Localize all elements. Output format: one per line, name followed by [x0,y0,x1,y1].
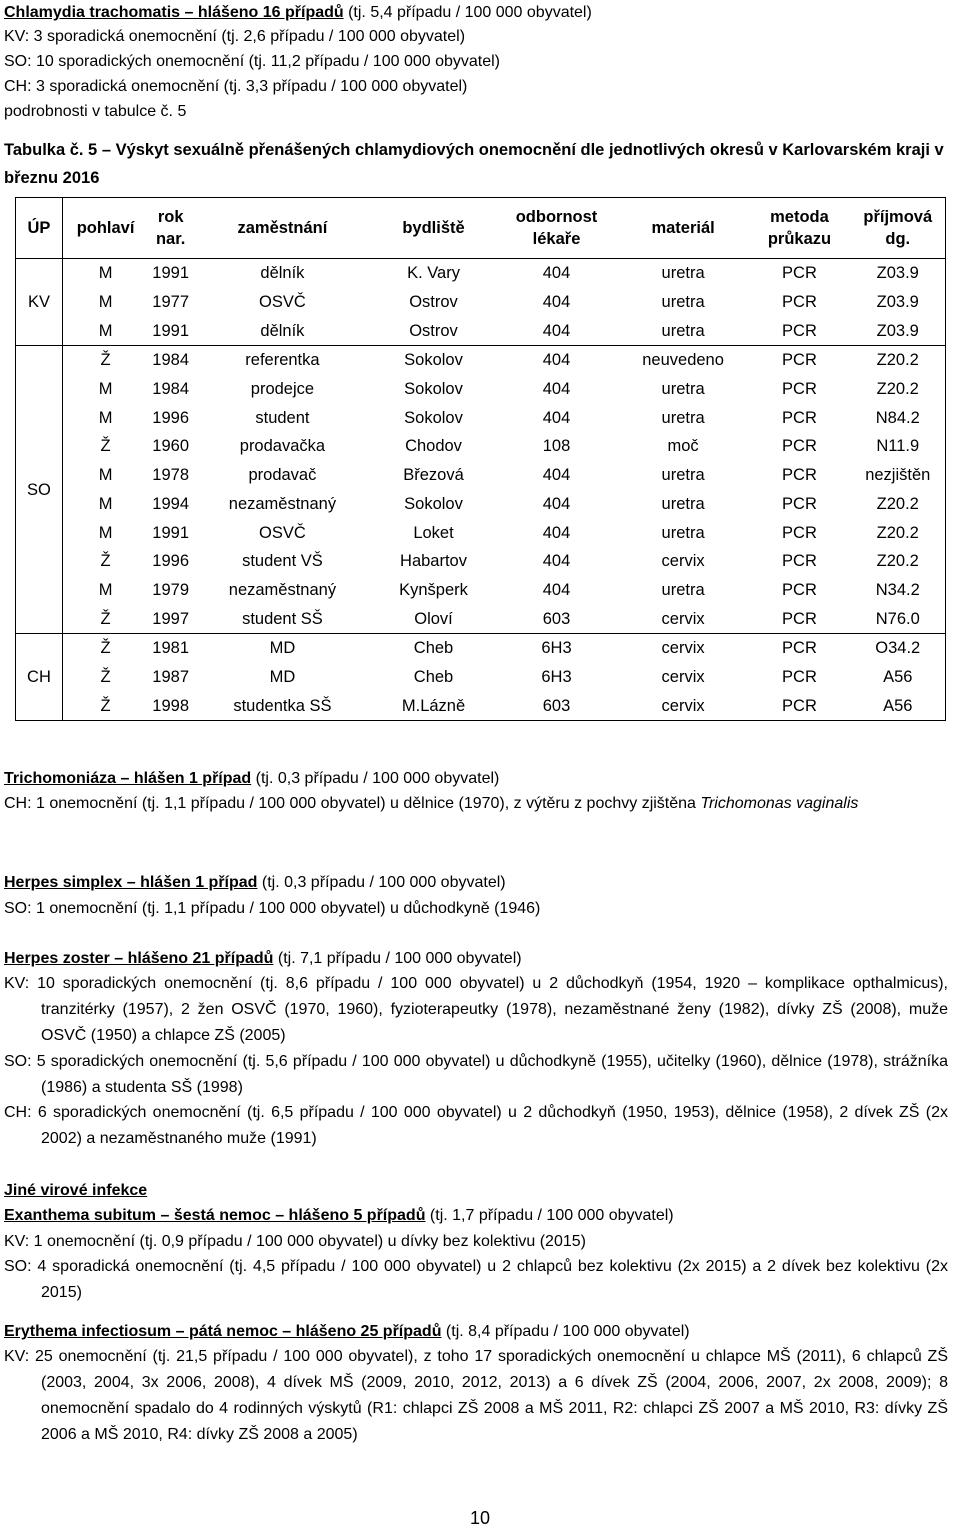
hzoster-kv: KV: 10 sporadických onemocnění (tj. 8,6 případu / 100 000 obyvatel) u 2 důchodkyň (1954, 1920 – komplikace opthalmicus), tranzitérky (1957), 2 žen OSVČ (1970, 1960), fyzioterapeutky (1978), nezaměstnané ženy (1982), dívky ZŠ (2008), muže OSVČ (1950) a chlapce ZŠ (2005) [4,975,948,1044]
cell-odbornost: 404 [542,494,571,513]
cell-bydliste: Cheb [413,667,454,686]
cell-odbornost: 6H3 [541,667,572,686]
cell-zamestnani: student VŠ [242,552,323,571]
cell-material: cervix [661,667,705,686]
cell-zamestnani: prodavačka [239,437,326,456]
erythema-heading: Erythema infectiosum – pátá nemoc – hlášeno 25 případů [4,1323,442,1340]
table-row [16,576,946,605]
cell-dg: N11.9 [876,437,920,456]
exanthema-heading-rate: (tj. 1,7 případu / 100 000 obyvatel) [425,1207,674,1224]
cell-dg: O34.2 [875,639,921,658]
cell-material: cervix [661,609,705,628]
cell-pohlavi: Ž [100,667,111,686]
cell-dg: N34.2 [875,580,920,599]
cell-odbornost: 603 [542,609,571,628]
exanthema-kv: KV: 1 onemocnění (tj. 0,9 případu / 100 000 obyvatel) u dívky bez kolektivu (2015) [4,1233,586,1250]
cell-material: neuvedeno [642,351,724,370]
chlamydia-table [15,197,946,721]
table-row [16,432,946,461]
cell-dg: Z20.2 [876,552,919,571]
cell-pohlavi: Ž [100,639,111,658]
cell-bydliste: K. Vary [407,264,460,283]
cell-zamestnani: student [255,408,310,427]
cell-metoda: PCR [782,552,817,571]
header-odbornost: odbornost lékaře [515,208,598,248]
cell-zamestnani: OSVČ [259,523,306,542]
cell-metoda: PCR [782,408,817,427]
cell-rok: 1978 [152,466,190,485]
erythema-kv: KV: 25 onemocnění (tj. 21,5 případu / 100 000 obyvatel), z toho 17 sporadických onemocnění u chlapce MŠ (2011), 6 chlapců ZŠ (2003, 2004, 3x 2006, 2008), 4 dívek MŠ (2009, 2010, 2012, 2013) a 6 dívek ZŠ (2004, 2006, 2007, 2x 2008, 2009); 8 onemocnění spadalo do 4 rodinných výskytů (R1: chlapci ZŠ 2008 a MŠ 2011, R2: chlapci ZŠ 2007 a MŠ 2010, R3: dívky ZŠ 2006 a MŠ 2010, R4: dívky ZŠ 2008 a 2005) [4,1348,948,1443]
cell-material: uretra [661,264,705,283]
chlamydia-heading-line [4,0,592,25]
cell-zamestnani: MD [269,639,296,658]
trich-heading: Trichomoniáza – hlášen 1 případ [4,770,252,787]
cell-rok: 1981 [152,639,190,658]
cell-rok: 1994 [152,494,190,513]
cell-rok: 1997 [152,609,190,628]
table-row [16,259,946,288]
header-zamestnani: zaměstnání [237,219,328,237]
table-caption: Tabulka č. 5 – Výskyt sexuálně přenášených chlamydiových onemocnění dle jednotlivých okresů v Karlovarském kraji v březnu 2016 [4,141,944,187]
cell-odbornost: 404 [542,408,571,427]
cell-rok: 1977 [152,293,190,312]
trich-heading-line [4,766,499,791]
cell-metoda: PCR [782,264,817,283]
cell-metoda: PCR [782,494,817,513]
table-header-row [16,198,946,259]
table-row [16,346,946,375]
table-row [16,316,946,345]
cell-rok: 1996 [152,408,190,427]
header-pohlavi: pohlaví [76,219,135,237]
hzoster-ch: CH: 6 sporadických onemocnění (tj. 6,5 případu / 100 000 obyvatel) u 2 důchodkyň (1950, 1953), dělnice (1958), 2 dívek ZŠ (2x 2002) a nezaměstnaného muže (1991) [4,1104,948,1147]
cell-dg: A56 [883,667,913,686]
header-rok: rok nar. [155,208,186,248]
cell-zamestnani: student SŠ [242,609,323,628]
header-up: ÚP [16,198,63,259]
other-viral-heading-line [4,1178,147,1203]
cell-odbornost: 404 [542,466,571,485]
cell-metoda: PCR [782,667,817,686]
cell-rok: 1979 [152,580,190,599]
hsimplex-heading: Herpes simplex – hlášen 1 případ [4,874,258,891]
header-metoda: metoda průkazu [767,208,832,248]
cell-odbornost: 404 [542,523,571,542]
header-dg: příjmová dg. [863,208,933,248]
cell-material: uretra [661,321,705,340]
cell-pohlavi: Ž [100,437,111,456]
cell-odbornost: 404 [542,351,571,370]
cell-pohlavi: M [98,293,113,312]
chlamydia-heading-rate: (tj. 5,4 případu / 100 000 obyvatel) [343,4,592,21]
cell-pohlavi: M [98,408,113,427]
chlamydia-ch: CH: 3 sporadická onemocnění (tj. 3,3 případu / 100 000 obyvatel) [4,78,468,95]
cell-pohlavi: M [98,264,113,283]
cell-odbornost: 404 [542,293,571,312]
cell-dg: N76.0 [875,609,920,628]
cell-bydliste: Cheb [413,639,454,658]
cell-metoda: PCR [782,580,817,599]
cell-material: cervix [661,696,705,715]
cell-rok: 1984 [152,351,190,370]
cell-dg: Z03.9 [876,321,919,340]
table-row [16,663,946,692]
cell-material: uretra [661,523,705,542]
cell-bydliste: Ostrov [409,321,458,340]
erythema-heading-rate: (tj. 8,4 případu / 100 000 obyvatel) [441,1323,690,1340]
cell-pohlavi: M [98,494,113,513]
header-material: materiál [651,219,715,237]
table-row [16,403,946,432]
cell-zamestnani: nezaměstnaný [228,580,337,599]
cell-zamestnani: prodejce [250,380,315,399]
cell-rok: 1996 [152,552,190,571]
cell-pohlavi: M [98,380,113,399]
cell-bydliste: Sokolov [404,408,463,427]
trich-organism: Trichomonas vaginalis [700,795,859,812]
cell-bydliste: Sokolov [404,494,463,513]
cell-zamestnani: nezaměstnaný [228,494,337,513]
cell-metoda: PCR [782,380,817,399]
cell-material: uretra [661,380,705,399]
exanthema-heading: Exanthema subitum – šestá nemoc – hlášeno 5 případů [4,1207,426,1224]
cell-zamestnani: OSVČ [259,293,306,312]
cell-pohlavi: Ž [100,351,111,370]
cell-odbornost: 404 [542,264,571,283]
cell-bydliste: Chodov [405,437,462,456]
table-row [16,461,946,490]
cell-zamestnani: prodavač [248,466,317,485]
cell-zamestnani: dělník [260,264,305,283]
cell-metoda: PCR [782,466,817,485]
cell-rok: 1960 [152,437,190,456]
cell-material: uretra [661,466,705,485]
cell-odbornost: 603 [542,696,571,715]
cell-bydliste: Ostrov [409,293,458,312]
cell-zamestnani: studentka SŠ [233,696,332,715]
cell-bydliste: Sokolov [404,351,463,370]
cell-up: SO [16,346,63,634]
cell-zamestnani: MD [269,667,296,686]
cell-metoda: PCR [782,321,817,340]
cell-odbornost: 404 [542,380,571,399]
cell-odbornost: 404 [542,580,571,599]
cell-bydliste: M.Lázně [401,696,466,715]
table-row [16,633,946,662]
chlamydia-details: podrobnosti v tabulce č. 5 [4,103,187,120]
hzoster-so: SO: 5 sporadických onemocnění (tj. 5,6 případu / 100 000 obyvatel) u důchodkyně (1955), učitelky (1960), dělnice (1978), strážníka (1986) a studenta SŠ (1998) [4,1053,948,1096]
cell-bydliste: Sokolov [404,380,463,399]
cell-metoda: PCR [782,696,817,715]
cell-dg: Z20.2 [876,380,919,399]
cell-pohlavi: M [98,580,113,599]
cell-zamestnani: dělník [260,321,305,340]
cell-pohlavi: Ž [100,696,111,715]
cell-pohlavi: Ž [100,552,111,571]
table-row [16,604,946,633]
cell-zamestnani: referentka [245,351,320,370]
cell-rok: 1984 [152,380,190,399]
trich-ch [4,791,948,817]
trich-ch-text: CH: 1 onemocnění (tj. 1,1 případu / 100 000 obyvatel) u dělnice (1970), z výtěru z pochvy zjištěna [4,795,701,812]
cell-material: moč [667,437,699,456]
cell-material: cervix [661,552,705,571]
cell-odbornost: 108 [542,437,571,456]
cell-dg: Z20.2 [876,494,919,513]
header-bydliste: bydliště [402,219,465,237]
cell-rok: 1991 [152,523,190,542]
cell-rok: 1998 [152,696,190,715]
chlamydia-kv: KV: 3 sporadická onemocnění (tj. 2,6 případu / 100 000 obyvatel) [4,28,466,45]
cell-pohlavi: M [98,466,113,485]
cell-material: uretra [661,408,705,427]
cell-dg: Z03.9 [876,264,919,283]
cell-metoda: PCR [782,639,817,658]
table-row [16,375,946,404]
cell-metoda: PCR [782,293,817,312]
table-row [16,547,946,576]
cell-odbornost: 404 [542,321,571,340]
cell-up: KV [16,259,63,346]
hsimplex-heading-rate: (tj. 0,3 případu / 100 000 obyvatel) [257,874,506,891]
cell-rok: 1991 [152,264,190,283]
cell-dg: nezjištěn [865,466,931,485]
hsimplex-heading-line [4,870,506,895]
cell-dg: N84.2 [875,408,920,427]
other-viral-heading: Jiné virové infekce [4,1182,148,1199]
cell-rok: 1991 [152,321,190,340]
cell-metoda: PCR [782,351,817,370]
cell-dg: Z03.9 [876,293,919,312]
exanthema-so: SO: 4 sporadická onemocnění (tj. 4,5 případu / 100 000 obyvatel) u 2 chlapců bez kolektivu (2x 2015) a 2 dívek bez kolektivu (2x 2015) [4,1258,948,1301]
cell-pohlavi: M [98,321,113,340]
cell-bydliste: Loket [413,523,454,542]
cell-bydliste: Kynšperk [399,580,468,599]
cell-bydliste: Habartov [400,552,467,571]
cell-metoda: PCR [782,437,817,456]
cell-material: uretra [661,494,705,513]
hzoster-heading: Herpes zoster – hlášeno 21 případů [4,950,274,967]
cell-material: uretra [661,580,705,599]
trich-heading-rate: (tj. 0,3 případu / 100 000 obyvatel) [251,770,500,787]
chlamydia-heading: Chlamydia trachomatis – hlášeno 16 případů [4,4,344,21]
chlamydia-so: SO: 10 sporadických onemocnění (tj. 11,2 případu / 100 000 obyvatel) [4,53,500,70]
cell-rok: 1987 [152,667,190,686]
hzoster-heading-rate: (tj. 7,1 případu / 100 000 obyvatel) [273,950,522,967]
cell-material: cervix [661,639,705,658]
cell-dg: A56 [883,696,913,715]
table-body [16,259,946,721]
cell-up: CH [16,633,63,720]
table-row [16,691,946,720]
cell-dg: Z20.2 [876,523,919,542]
cell-metoda: PCR [782,609,817,628]
exanthema-heading-line [4,1203,674,1228]
cell-bydliste: Březová [403,466,464,485]
hzoster-heading-line [4,946,522,971]
cell-pohlavi: Ž [100,609,111,628]
cell-metoda: PCR [782,523,817,542]
page-number: 10 [469,1508,491,1528]
erythema-heading-line [4,1319,690,1344]
cell-odbornost: 404 [542,552,571,571]
hsimplex-so: SO: 1 onemocnění (tj. 1,1 případu / 100 000 obyvatel) u důchodkyně (1946) [4,900,541,917]
table-row [16,288,946,317]
cell-dg: Z20.2 [876,351,919,370]
cell-pohlavi: M [98,523,113,542]
table-row [16,490,946,519]
cell-bydliste: Oloví [414,609,453,628]
cell-material: uretra [661,293,705,312]
table-row [16,518,946,547]
cell-odbornost: 6H3 [541,639,572,658]
